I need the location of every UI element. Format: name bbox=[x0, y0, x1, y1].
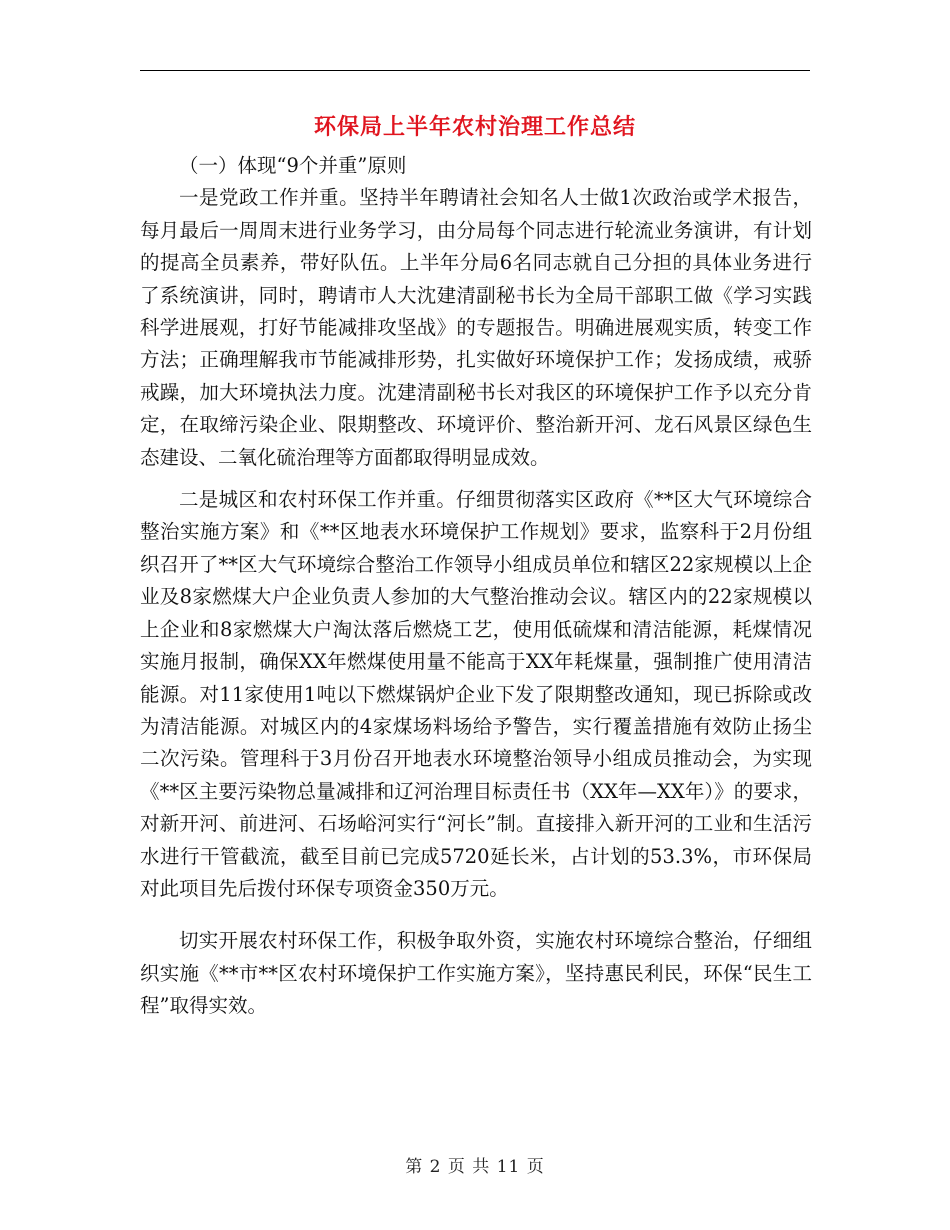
paragraph-2: 二是城区和农村环保工作并重。仔细贯彻落实区政府《**区大气环境综合整治实施方案》和《**区地表水环境保护工作规划》要求，监察科于2月份组织召开了**区大气环境综合整治工作领导小组成员单位和辖区22家规模以上企业及8家燃煤大户企业负责人参加的大气整治推动会议。辖区内的22家规模以上企业和8家燃煤大户淘汰落后燃烧工艺，使用低硫煤和清洁能源，耗煤情况实施月报制，确保XX年燃煤使用量不能高于XX年耗煤量，强制推广使用清洁能源。对11家使用1吨以下燃煤锅炉企业下发了限期整改通知，现已拆除或改为清洁能源。对城区内的4家煤场料场给予警告，实行覆盖措施有效防止扬尘二次污染。管理科于3月份召开地表水环境整治领导小组成员推动会，为实现《**区主要污染物总量减排和辽河治理目标责任书（XX年—XX年）》的要求，对新开河、前进河、石场峪河实行“河长”制。直接排入新开河的工业和生活污水进行干管截流，截至目前已完成5720延长米，占计划的53.3%，市环保局对此项目先后拨付环保专项资金350万元。 bbox=[140, 488, 812, 900]
header-rule bbox=[140, 70, 810, 71]
page-footer: 第 2 页 共 11 页 bbox=[405, 1157, 545, 1177]
document-body bbox=[140, 150, 812, 1023]
paragraph-3: 切实开展农村环保工作，积极争取外资，实施农村环境综合整治，仔细组织实施《**市**区农村环境保护工作实施方案》，坚持惠民利民，环保“民生工程”取得实效。 bbox=[140, 929, 812, 1018]
document-title: 环保局上半年农村治理工作总结 bbox=[313, 114, 636, 140]
paragraph-1: 一是党政工作并重。坚持半年聘请社会知名人士做1次政治或学术报告，每月最后一周周末进行业务学习，由分局每个同志进行轮流业务演讲，有计划的提高全员素养，带好队伍。上半年分局6名同志就自己分担的具体业务进行了系统演讲，同时，聘请市人大沈建清副秘书长为全局干部职工做《学习实践科学进展观，打好节能减排攻坚战》的专题报告。明确进展观实质，转变工作方法；正确理解我市节能减排形势，扎实做好环境保护工作；发扬成绩，戒骄戒躁，加大环境执法力度。沈建清副秘书长对我区的环境保护工作予以充分肯定，在取缔污染企业、限期整改、环境评价、整治新开河、龙石风景区绿色生态建设、二氧化硫治理等方面都取得明显成效。 bbox=[140, 186, 812, 469]
section-heading: （一）体现“9个并重”原则 bbox=[179, 154, 407, 177]
